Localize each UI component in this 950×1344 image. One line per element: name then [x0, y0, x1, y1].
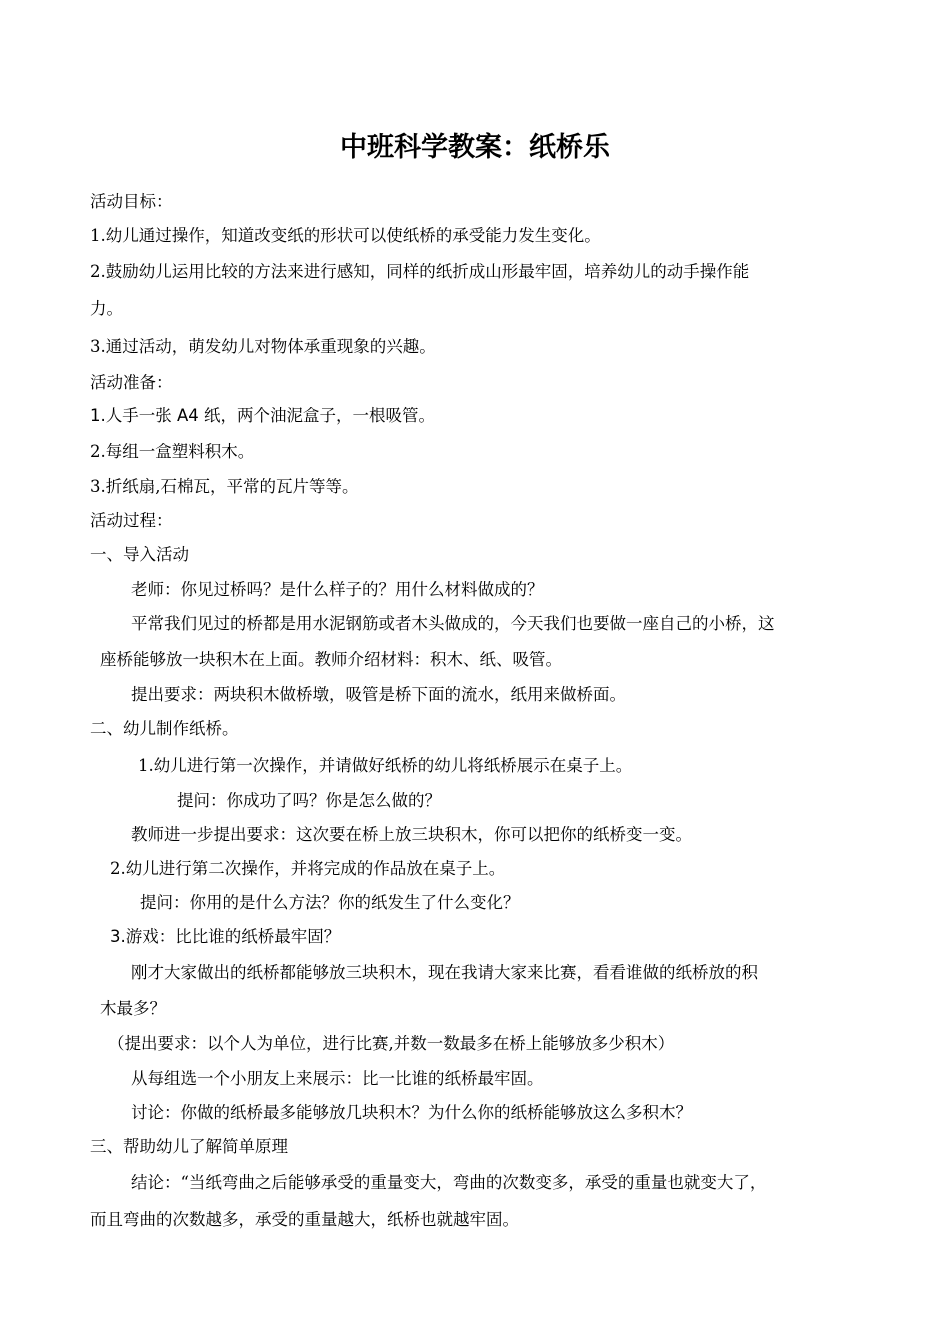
conclusion-paragraph: 结论：“当纸弯曲之后能够承受的重量变大，弯曲的次数变多，承受的重量也就变大了，: [131, 1173, 767, 1192]
process-question: 提问：你成功了吗？你是怎么做的？: [177, 791, 441, 810]
process-paragraph: 平常我们见过的桥都是用水泥钢筋或者木头做成的，今天我们也要做一座自己的小桥，这: [131, 614, 775, 633]
process-paragraph: 老师：你见过桥吗？是什么样子的？用什么材料做成的？: [131, 580, 544, 599]
process-paragraph-continued: 木最多？: [100, 999, 166, 1018]
process-question: 提问：你用的是什么方法？你的纸发生了什么变化？: [140, 893, 520, 912]
process-paragraph: 讨论：你做的纸桥最多能够放几块积木？为什么你的纸桥能够放这么多积木？: [131, 1103, 692, 1122]
document-title: 中班科学教案：纸桥乐: [340, 132, 610, 163]
process-sub-item-3: 3.游戏：比比谁的纸桥最牢固？: [110, 927, 341, 946]
preparation-item-3: 3.折纸扇,石棉瓦，平常的瓦片等等。: [90, 477, 359, 496]
process-step-3-heading: 三、帮助幼儿了解简单原理: [90, 1137, 288, 1156]
process-sub-item-2: 2.幼儿进行第二次操作，并将完成的作品放在桌子上。: [110, 859, 506, 878]
section-heading-preparation: 活动准备：: [90, 373, 173, 392]
section-heading-goals: 活动目标：: [90, 192, 173, 211]
preparation-item-2: 2.每组一盒塑料积木。: [90, 442, 255, 461]
process-paragraph: 教师进一步提出要求：这次要在桥上放三块积木，你可以把你的纸桥变一变。: [131, 825, 692, 844]
section-heading-process: 活动过程：: [90, 511, 173, 530]
process-paragraph: 刚才大家做出的纸桥都能够放三块积木，现在我请大家来比赛，看看谁做的纸桥放的积: [131, 963, 758, 982]
process-step-1-heading: 一、导入活动: [90, 545, 189, 564]
process-paragraph: 提出要求：两块积木做桥墩，吸管是桥下面的流水，纸用来做桥面。: [131, 685, 626, 704]
process-note: （提出要求：以个人为单位，进行比赛,并数一数最多在桥上能够放多少积木）: [108, 1034, 675, 1053]
goal-item-3: 3.通过活动，萌发幼儿对物体承重现象的兴趣。: [90, 337, 436, 356]
goal-item-2-continued: 力。: [90, 299, 123, 318]
goal-item-2: 2.鼓励幼儿运用比较的方法来进行感知，同样的纸折成山形最牢固，培养幼儿的动手操作能: [90, 262, 750, 281]
preparation-item-1: 1.人手一张 A4 纸，两个油泥盒子，一根吸管。: [90, 406, 436, 425]
process-paragraph-continued: 座桥能够放一块积木在上面。教师介绍材料：积木、纸、吸管。: [100, 650, 562, 669]
goal-item-1: 1.幼儿通过操作，知道改变纸的形状可以使纸桥的承受能力发生变化。: [90, 226, 601, 245]
process-sub-item-1: 1.幼儿进行第一次操作，并请做好纸桥的幼儿将纸桥展示在桌子上。: [138, 756, 633, 775]
process-paragraph: 从每组选一个小朋友上来展示：比一比谁的纸桥最牢固。: [131, 1069, 544, 1088]
conclusion-paragraph-continued: 而且弯曲的次数越多，承受的重量越大，纸桥也就越牢固。: [90, 1210, 519, 1229]
process-step-2-heading: 二、幼儿制作纸桥。: [90, 719, 239, 738]
